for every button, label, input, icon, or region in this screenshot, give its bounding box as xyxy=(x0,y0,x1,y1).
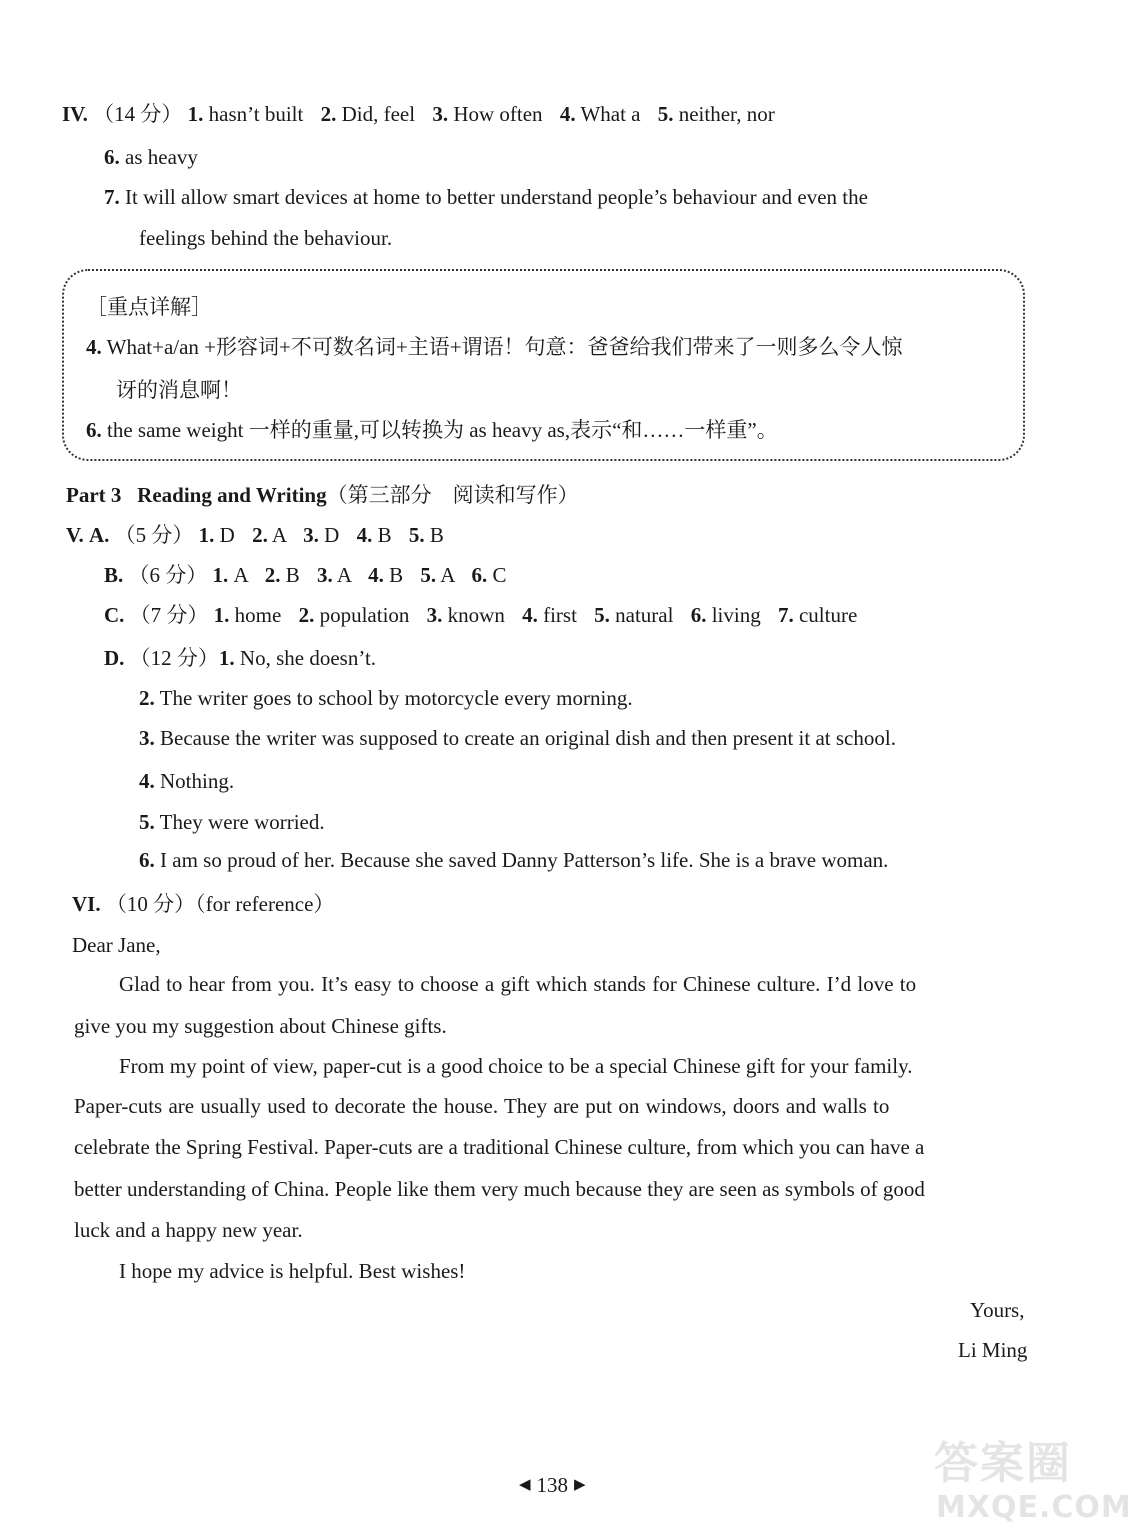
letter-signature: Li Ming xyxy=(958,1338,1028,1362)
answer-text: A xyxy=(271,523,286,547)
section-v-d-2 xyxy=(139,685,633,711)
subsection-label: B. xyxy=(104,563,124,587)
answer-text: They were worried. xyxy=(159,810,325,834)
item-number: 4. xyxy=(368,563,384,587)
item-number: 2. xyxy=(252,523,268,547)
part-title-cn: （第三部分 阅读和写作） xyxy=(326,483,579,507)
letter-line: Paper-cuts are usually used to decorate the house. They are put on windows, doors and walls to xyxy=(74,1094,890,1118)
item-number: 2. xyxy=(139,686,155,710)
item-number: 5. xyxy=(139,810,155,834)
letter-line: Glad to hear from you. It’s easy to choose a gift which stands for Chinese culture. I’d love to xyxy=(119,972,917,996)
subsection-label: C. xyxy=(104,603,125,627)
note-number: 6. xyxy=(86,418,102,442)
letter-line: luck and a happy new year. xyxy=(74,1218,303,1242)
answer-text: D xyxy=(324,523,340,547)
answer-text: living xyxy=(711,603,761,627)
section-label: IV. xyxy=(62,102,88,126)
note-number: 4. xyxy=(86,335,102,359)
letter-line: better understanding of China. People like them very much because they are seen as symbols of good xyxy=(74,1177,925,1201)
answer-text: No, she doesn’t. xyxy=(239,646,377,670)
item-number: 1. xyxy=(187,102,204,126)
part3-heading xyxy=(66,482,579,508)
section-score: （14 分） xyxy=(93,102,183,126)
section-score: （6 分） xyxy=(128,563,208,587)
section-v-d-5 xyxy=(139,809,325,835)
answer-text: A xyxy=(336,563,351,587)
item-number: 5. xyxy=(420,563,437,587)
item-number: 4. xyxy=(356,523,373,547)
explanation-note-6 xyxy=(86,417,778,443)
section-v-d-4 xyxy=(139,768,234,794)
item-number: 7. xyxy=(777,603,794,627)
watermark-mark: 答案圈 xyxy=(934,1438,1072,1489)
answer-text: B xyxy=(285,563,300,587)
section-v-a xyxy=(66,522,444,548)
item-number: 2. xyxy=(298,603,315,627)
letter-line: celebrate the Spring Festival. Paper-cuts are a traditional Chinese culture, from which you can have a xyxy=(74,1135,925,1159)
item-number: 3. xyxy=(426,603,443,627)
answer-text: known xyxy=(447,603,505,627)
item-number: 5. xyxy=(408,523,425,547)
answer-text: natural xyxy=(615,603,674,627)
answer-text: hasn’t built xyxy=(208,102,304,126)
section-v-d-3 xyxy=(139,725,896,751)
section-iv-line-2 xyxy=(104,144,198,170)
page-number xyxy=(519,1472,586,1498)
section-v-c xyxy=(104,602,857,628)
section-score: （12 分） xyxy=(129,646,219,670)
section-score: （10 分） xyxy=(105,892,196,916)
section-label: V. xyxy=(66,523,84,547)
item-number: 1. xyxy=(198,523,215,547)
answer-text: B xyxy=(429,523,444,547)
answer-text: B xyxy=(389,563,404,587)
answer-text: as heavy xyxy=(125,145,198,169)
answer-text: A xyxy=(233,563,248,587)
item-number: 2. xyxy=(320,102,337,126)
item-number: 3. xyxy=(432,102,449,126)
answer-text: I am so proud of her. Because she saved Danny Patterson’s life. She is a brave woman. xyxy=(160,848,889,872)
answer-text: D xyxy=(219,523,235,547)
item-number: 4. xyxy=(559,102,576,126)
item-number: 6. xyxy=(104,145,120,169)
item-number: 6. xyxy=(139,848,155,872)
section-v-d-1 xyxy=(104,645,376,671)
answer-text: neither, nor xyxy=(678,102,775,126)
item-number: 1. xyxy=(213,603,230,627)
item-number: 6. xyxy=(690,603,707,627)
part-label: Part 3 xyxy=(66,483,122,507)
note-text: What+a/an +形容词+不可数名词+主语+谓语！句意：爸爸给我们带来了一则多么令人惊 xyxy=(106,335,903,359)
section-label: VI. xyxy=(72,892,101,916)
item-number: 4. xyxy=(522,603,538,627)
subsection-label: D. xyxy=(104,646,125,670)
item-number: 1. xyxy=(212,563,229,587)
item-number: 4. xyxy=(139,769,155,793)
section-note: （for reference） xyxy=(195,892,335,916)
answer-text: A xyxy=(440,563,455,587)
item-number: 6. xyxy=(471,563,488,587)
answer-text: The writer goes to school by motorcycle every morning. xyxy=(159,686,633,710)
letter-closing: Yours, xyxy=(970,1298,1025,1322)
answer-text: How often xyxy=(453,102,543,126)
answer-text: What a xyxy=(580,102,641,126)
answer-text: Did, feel xyxy=(341,102,416,126)
section-iv-line-3 xyxy=(104,184,868,210)
letter-line: From my point of view, paper-cut is a good choice to be a special Chinese gift for your family. xyxy=(119,1054,913,1078)
item-number: 3. xyxy=(303,523,319,547)
watermark-logo xyxy=(928,1438,1132,1532)
section-v-d-6 xyxy=(139,847,888,873)
watermark-site: MXQE.COM xyxy=(936,1490,1132,1525)
section-score: （5 分） xyxy=(114,523,194,547)
answer-text: It will allow smart devices at home to better understand people’s behaviour and even the xyxy=(125,185,868,209)
answer-text: population xyxy=(319,603,410,627)
section-iv-line-1 xyxy=(62,101,775,127)
explanation-title: ［重点详解］ xyxy=(86,295,212,319)
triangle-right-icon: ▶ xyxy=(574,1477,586,1493)
answer-text: culture xyxy=(798,603,858,627)
answer-text: B xyxy=(377,523,392,547)
page-number-text: 138 xyxy=(536,1473,569,1497)
item-number: 3. xyxy=(317,563,333,587)
item-number: 5. xyxy=(594,603,610,627)
answer-text: home xyxy=(234,603,282,627)
item-number: 7. xyxy=(104,185,120,209)
section-iv-line-4 xyxy=(139,225,392,251)
letter-line: I hope my advice is helpful. Best wishes! xyxy=(119,1259,466,1283)
answer-text: Nothing. xyxy=(160,769,235,793)
answer-text: Because the writer was supposed to create an original dish and then present it at school. xyxy=(160,726,896,750)
explanation-note-4 xyxy=(86,334,903,360)
item-number: 3. xyxy=(139,726,155,750)
section-vi-heading xyxy=(72,891,334,917)
answer-text: C xyxy=(492,563,507,587)
letter-line: give you my suggestion about Chinese gifts. xyxy=(74,1014,447,1038)
item-number: 2. xyxy=(264,563,281,587)
subsection-label: A. xyxy=(88,523,110,547)
explanation-note-4-cont: 讶的消息啊！ xyxy=(116,378,242,402)
part-title: Reading and Writing xyxy=(137,483,327,507)
item-number: 1. xyxy=(218,646,235,670)
section-score: （7 分） xyxy=(129,603,209,627)
section-v-b xyxy=(104,562,507,588)
triangle-left-icon: ◀ xyxy=(519,1477,531,1493)
note-text: the same weight 一样的重量,可以转换为 as heavy as,表示“和……一样重”。 xyxy=(107,418,778,442)
answer-text: feelings behind the behaviour. xyxy=(139,226,393,250)
letter-greeting: Dear Jane, xyxy=(72,933,161,957)
item-number: 5. xyxy=(657,102,674,126)
answer-text: first xyxy=(543,603,577,627)
